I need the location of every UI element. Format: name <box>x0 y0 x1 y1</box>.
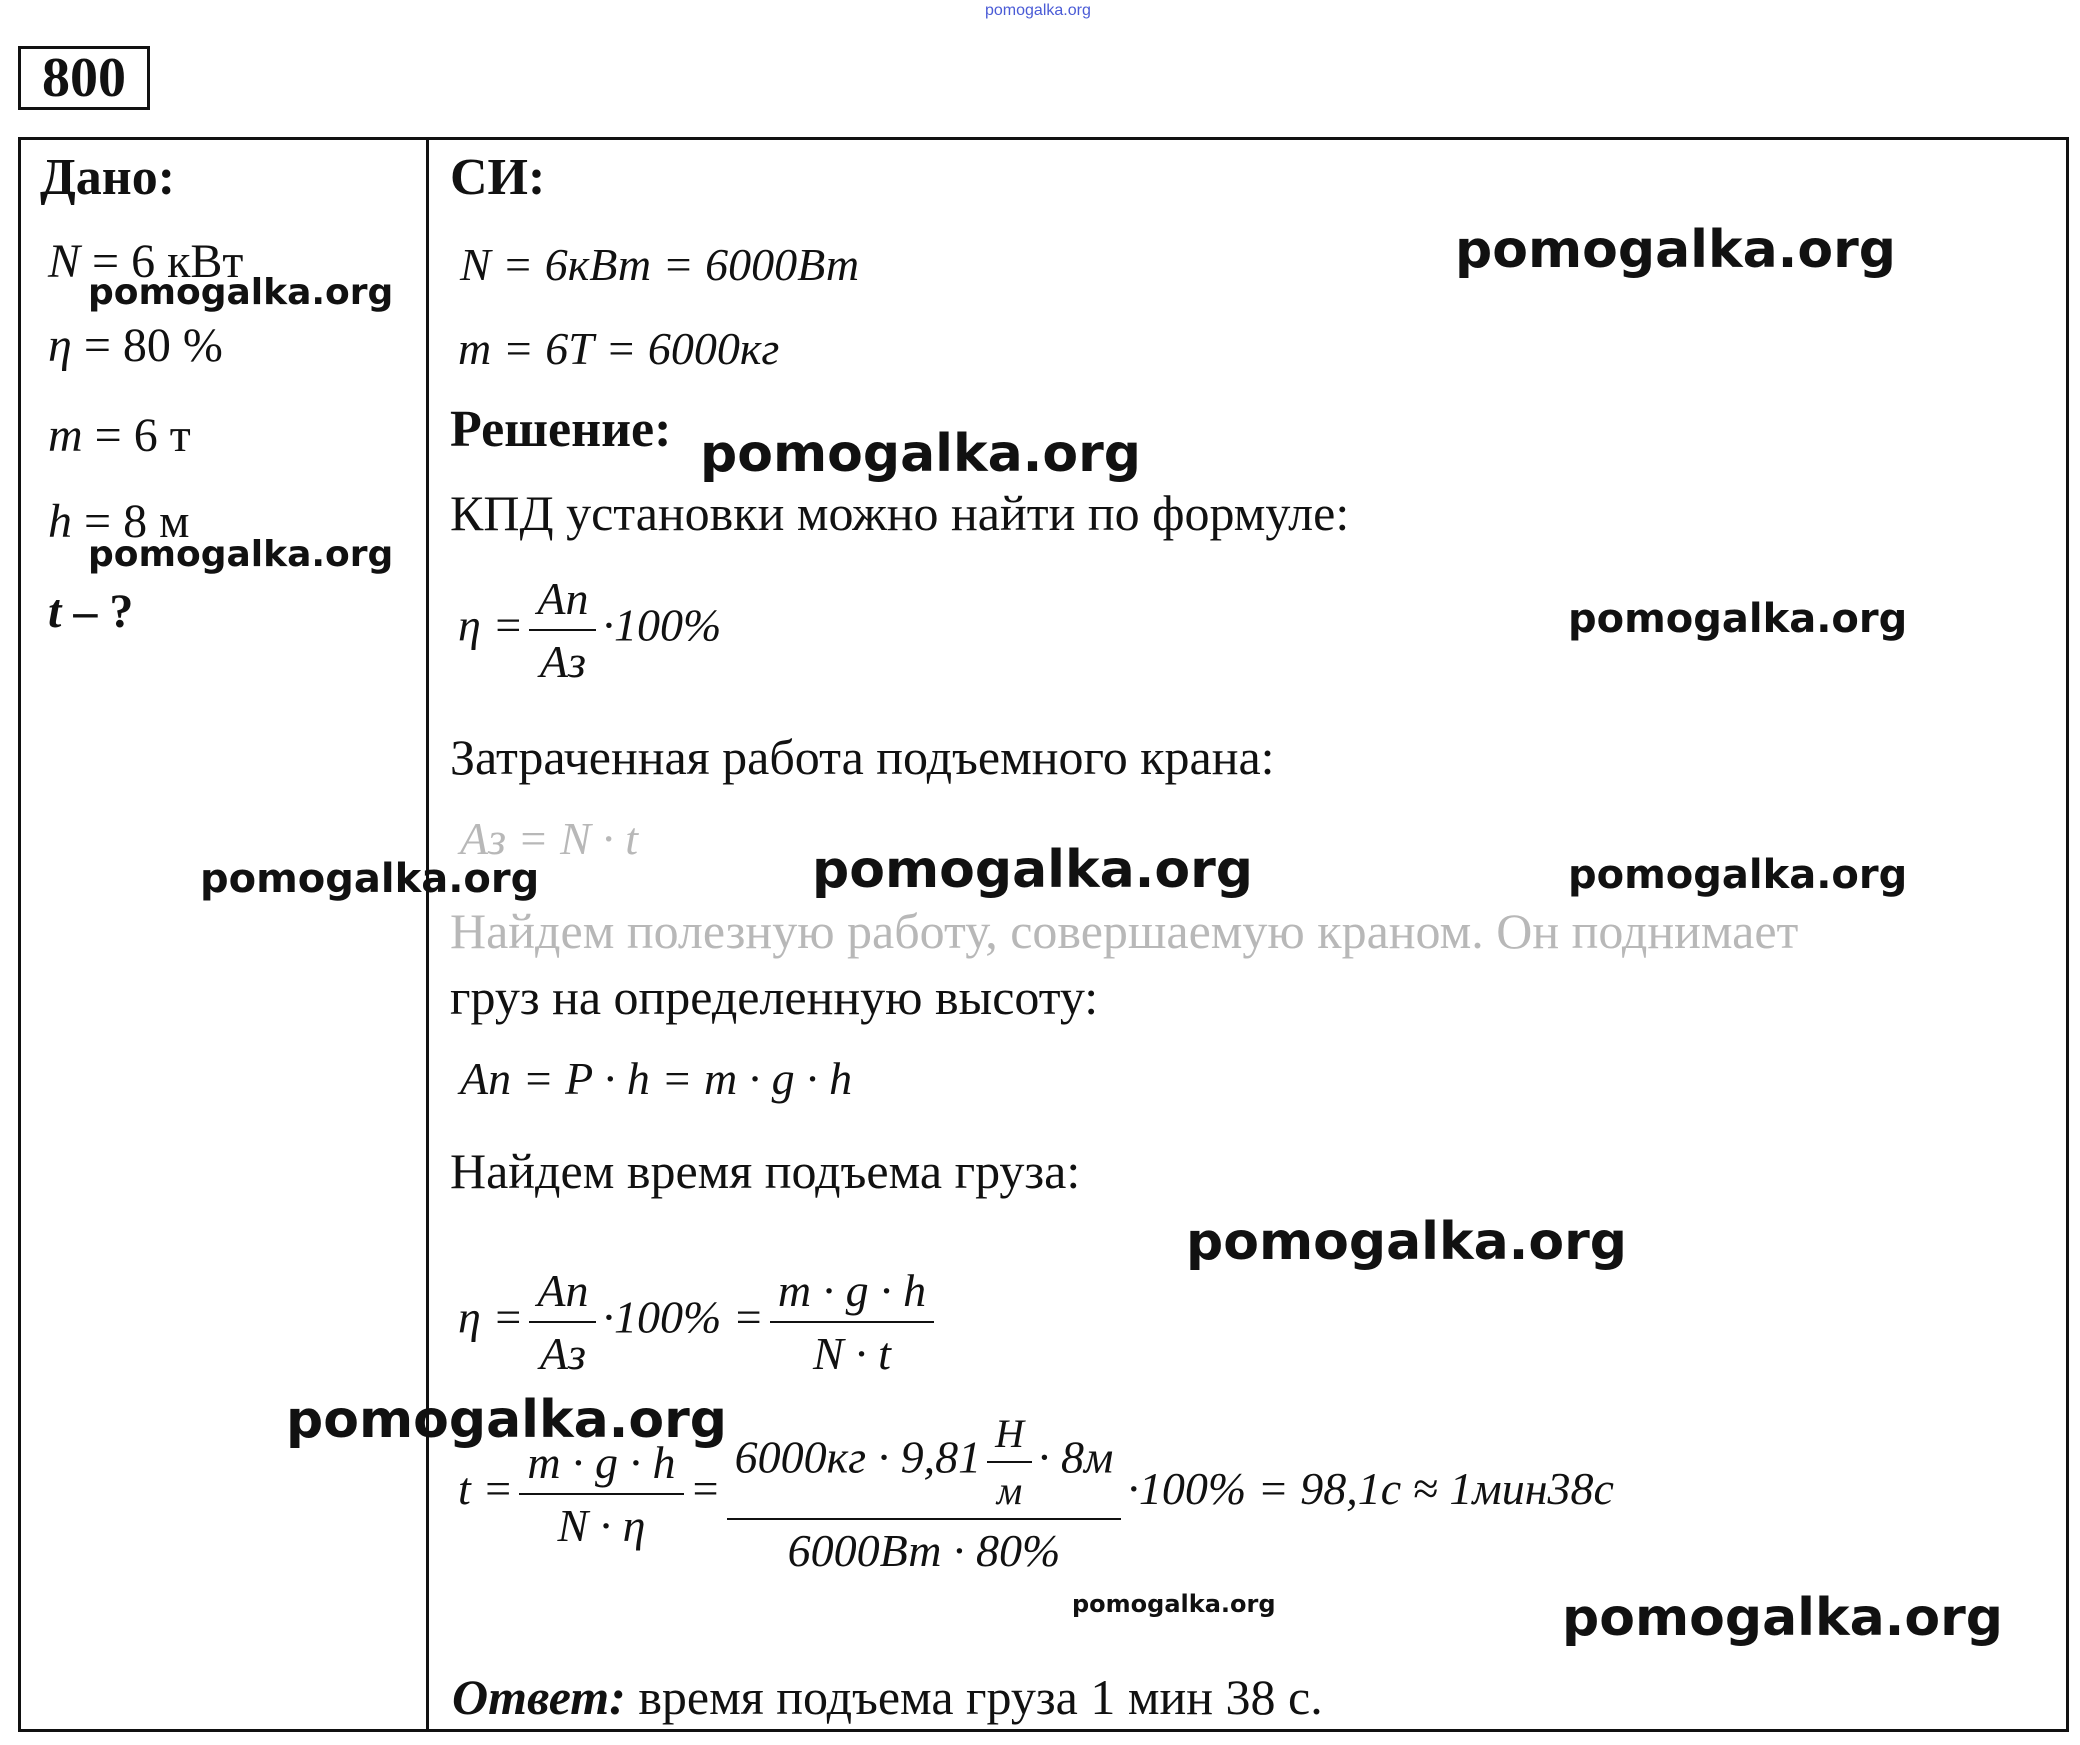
watermark-11: pomogalka.org <box>1072 1590 1276 1618</box>
solution-paragraph-efficiency: КПД установки можно найти по формуле: <box>450 485 1350 541</box>
watermark-12: pomogalka.org <box>1562 1588 2004 1648</box>
solution-paragraph-useful-work: Найдем полезную работу, совершаемую краном. Он поднимает <box>450 903 1799 959</box>
watermark-8: pomogalka.org <box>1568 852 1908 898</box>
given-power: N = 6 кВт <box>48 235 244 288</box>
watermark-top: pomogalka.org <box>985 2 1091 19</box>
given-unknown: t – ? <box>48 585 134 638</box>
si-header: СИ: <box>450 149 546 206</box>
solution-paragraph-time: Найдем время подъема груза: <box>450 1143 1081 1199</box>
si-mass: m = 6Т = 6000кг <box>458 323 780 374</box>
watermark-10: pomogalka.org <box>286 1390 728 1450</box>
solution-header: Решение: <box>450 401 672 458</box>
given-header: Дано: <box>40 149 176 206</box>
given-mass: m = 6 т <box>48 409 191 462</box>
problem-number: 800 <box>18 46 150 110</box>
watermark-5: pomogalka.org <box>1568 596 1908 642</box>
si-power: N = 6кВт = 6000Вт <box>460 239 860 290</box>
watermark-6: pomogalka.org <box>200 856 540 902</box>
watermark-7: pomogalka.org <box>812 840 1254 900</box>
formula-time-derivation: η = $\frac{Aп}{Aз}$ ·100% = $\frac{m \cdot g \cdot h}{N \cdot t}$ <box>458 1264 940 1380</box>
watermark-4: pomogalka.org <box>88 534 394 575</box>
solution-paragraph-spent-work: Затраченная работа подъемного крана: <box>450 729 1275 785</box>
formula-time-calculation: t = $\frac{m \cdot g \cdot h}{N \cdot \eta}$ = 6000кг · 9,81 $\frac{Н}{м}$ · 8м 6000Вт · 80% ·100% = 98,1с ≈ 1мин38с <box>458 1411 1614 1576</box>
big-fraction: 6000кг · 9,81 $\frac{Н}{м}$ · 8м 6000Вт · 80% <box>727 1410 1122 1577</box>
watermark-3: pomogalka.org <box>700 424 1142 484</box>
watermark-2: pomogalka.org <box>88 272 394 313</box>
formula-efficiency: η = $\frac{Aп}{Aз}$ ·100% <box>458 573 722 687</box>
given-efficiency: η = 80 % <box>48 319 223 372</box>
watermark-9: pomogalka.org <box>1186 1212 1628 1272</box>
formula-spent-work: Aз = N · t <box>460 813 639 864</box>
solution-paragraph-useful-work-cont: груз на определенную высоту: <box>450 969 1099 1025</box>
watermark-1: pomogalka.org <box>1455 220 1897 280</box>
given-height: h = 8 м <box>48 495 190 548</box>
formula-useful-work: Aп = P · h = m · g · h <box>460 1053 853 1104</box>
answer: Ответ: время подъема груза 1 мин 38 с. <box>452 1669 1323 1725</box>
column-divider <box>426 137 429 1729</box>
